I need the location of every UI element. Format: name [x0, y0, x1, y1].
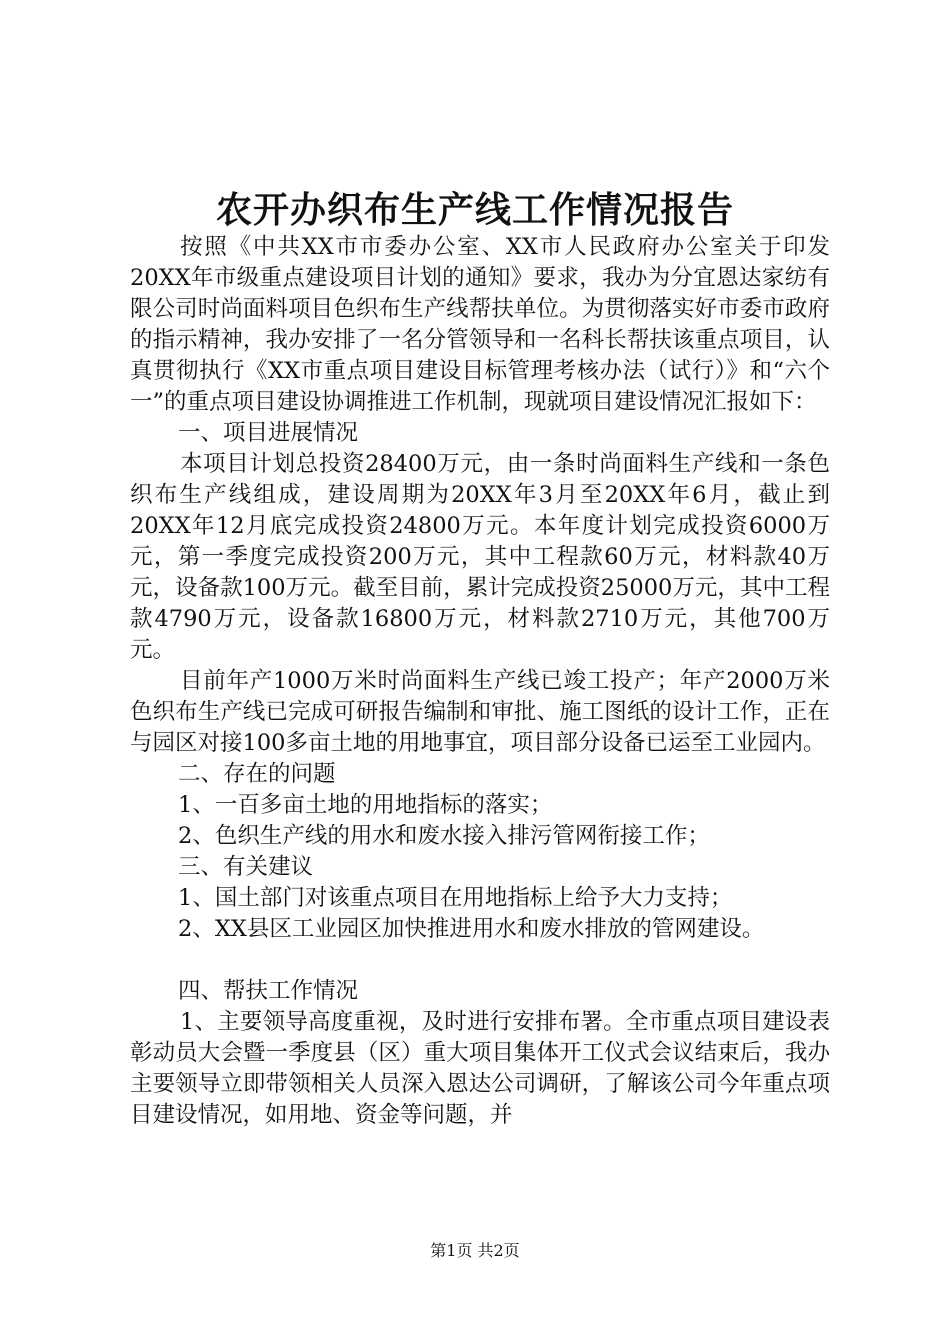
section-3-item-1: 1、国土部门对该重点项目在用地指标上给予大力支持；	[178, 885, 733, 911]
section-1-paragraph-1: 本项目计划总投资28400万元，由一条时尚面料生产线和一条色织布生产线组成，建设周期为20XX年3月至20XX年6月，截止到20XX年12月底完成投资24800万元。本年度计划完成投资6000万元，第一季度完成投资200万元，其中工程款60万元，材料款40万元，设备款100万元。截至目前，累计完成投资25000万元，其中工程款4790万元，设备款16800万元，材料款2710万元，其他700万元。	[130, 451, 830, 663]
page-footer: 第1页 共2页	[430, 1241, 520, 1260]
section-4-heading: 四、帮扶工作情况	[178, 978, 359, 1004]
intro-paragraph: 按照《中共XX市市委办公室、XX市人民政府办公室关于印发20XX年市级重点建设项目计划的通知》要求，我办为分宜恩达家纺有限公司时尚面料项目色织布生产线帮扶单位。为贯彻落实好市委市政府的指示精神，我办安排了一名分管领导和一名科长帮扶该重点项目，认真贯彻执行《XX市重点项目建设目标管理考核办法（试行）》和“六个一”的重点项目建设协调推进工作机制，现就项目建设情况汇报如下：	[130, 234, 830, 415]
section-2-item-1: 1、一百多亩土地的用地指标的落实；	[178, 792, 553, 818]
section-1-paragraph-2: 目前年产1000万米时尚面料生产线已竣工投产；年产2000万米色织布生产线已完成可研报告编制和审批、施工图纸的设计工作，正在与园区对接100多亩土地的用地事宜，项目部分设备已运至工业园内。	[130, 668, 830, 756]
section-3-heading: 三、有关建议	[178, 854, 314, 880]
section-3-item-2: 2、XX县区工业园区加快推进用水和废水排放的管网建设。	[178, 916, 765, 942]
document-body	[130, 232, 830, 1131]
section-2-heading: 二、存在的问题	[178, 761, 336, 787]
blank-line	[130, 945, 830, 976]
section-1-heading: 一、项目进展情况	[178, 420, 359, 446]
section-4-paragraph-1: 1、主要领导高度重视，及时进行安排布署。全市重点项目建设表彰动员大会暨一季度县（区）重大项目集体开工仪式会议结束后，我办主要领导立即带领相关人员深入恩达公司调研，了解该公司今年重点项目建设情况，如用地、资金等问题，并	[130, 1009, 830, 1128]
document-title: 农开办织布生产线工作情况报告	[215, 189, 734, 231]
section-2-item-2: 2、色织生产线的用水和废水接入排污管网衔接工作；	[178, 823, 710, 849]
